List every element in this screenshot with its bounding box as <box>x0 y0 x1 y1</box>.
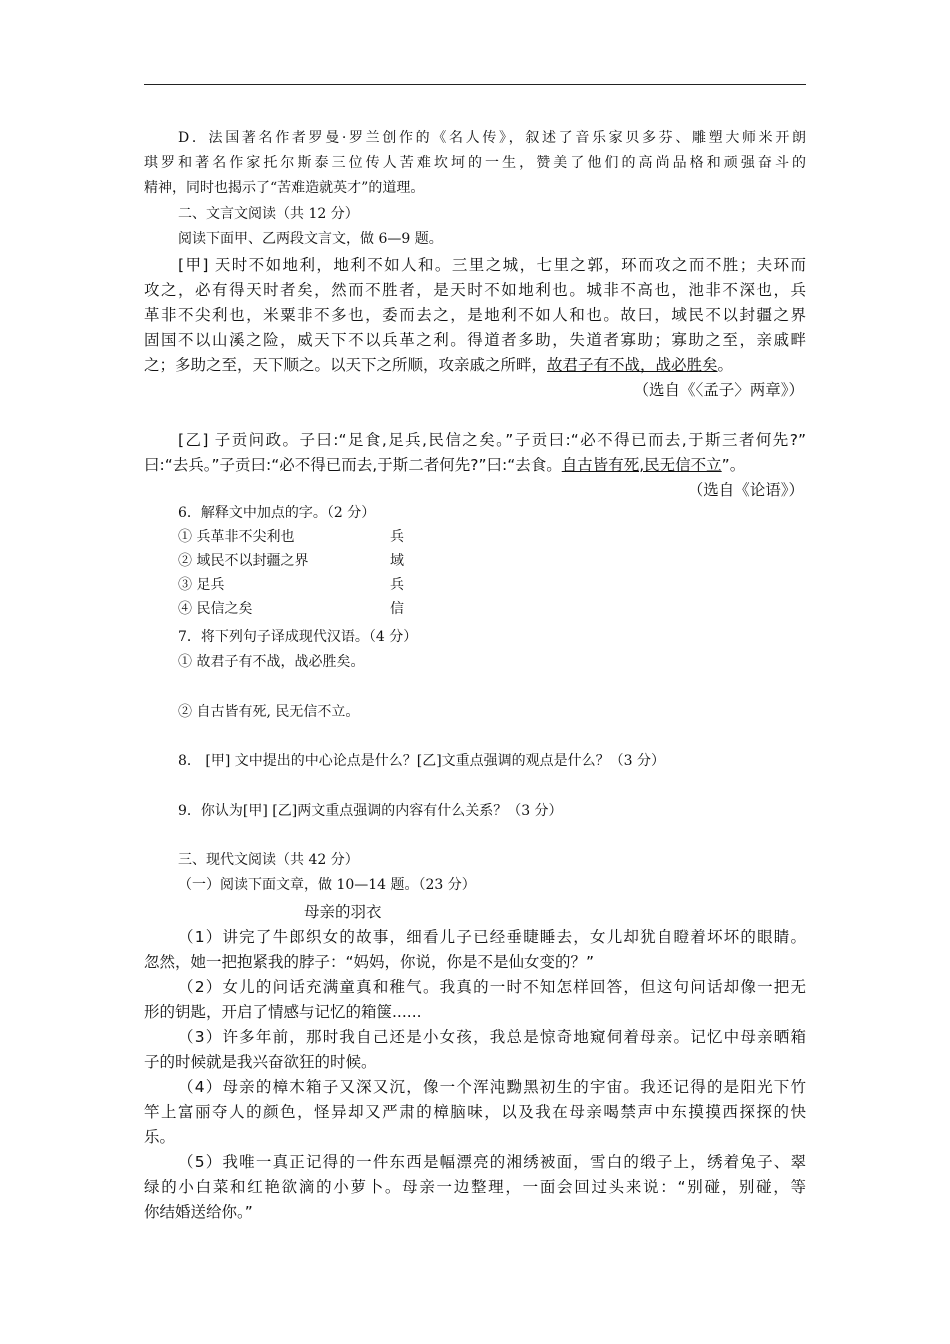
article-line-4: 形的钥匙，开启了情感与记忆的箱箧...... <box>144 1003 422 1021</box>
passage-yi-source: （选自《论语》） <box>687 481 804 499</box>
underlined-sentence-yi: 自古皆有死,民无信不立 <box>561 456 722 474</box>
passage-jia-line-5 <box>144 353 806 375</box>
option-d-line-3: 精神，同时也揭示了“苦难造就英才”的道理。 <box>144 180 425 196</box>
q6-item-3 <box>178 574 224 594</box>
passage-jia-line-4: 固国不以山溪之险，威天下不以兵革之利。得道者多助，失道者寡助；寡助之至，亲戚畔 <box>144 331 806 349</box>
q8: 8． [甲] 文中提出的中心论点是什么？[乙]文重点强调的观点是什么？（3 分） <box>178 753 666 769</box>
passage-yi-line-2 <box>144 453 806 475</box>
passage-jia-line-3: 革非不尖利也，米粟非不多也，委而去之，是地利不如人和也。故曰，域民不以封疆之界 <box>144 306 806 324</box>
q6-item-2-char: 域 <box>390 553 404 569</box>
article-line-6: 子的时候就是我兴奋欲狂的时候。 <box>144 1053 377 1071</box>
q6-item-3-char: 兵 <box>390 577 404 593</box>
article-line-12: 你结婚送给你。” <box>144 1203 253 1221</box>
option-d-line-1: D．法国著名作者罗曼·罗兰创作的《名人传》，叙述了音乐家贝多芬、雕塑大师米开朗 <box>178 130 806 146</box>
passage-jia-source: （选自《〈孟子〉两章》） <box>633 381 804 399</box>
passage-jia-line-2: 攻之，必有得天时者矣，然而不胜者，是天时不如地利也。城非不高也，池非不深也，兵 <box>144 281 806 299</box>
q7-title: 7．将下列句子译成现代汉语。（4 分） <box>178 629 418 645</box>
passage-jia-line-1: [甲] 天时不如地利，地利不如人和。三里之城，七里之郭，环而攻之而不胜；夫环而 <box>178 256 806 274</box>
section3-heading: 三、现代文阅读（共 42 分） <box>178 852 359 868</box>
article-title: 母亲的羽衣 <box>304 903 382 921</box>
article-line-10: （5）我唯一真正记得的一件东西是幅漂亮的湘绣被面，雪白的缎子上，绣着兔子、翠 <box>178 1153 806 1171</box>
article-line-1: （1）讲完了牛郎织女的故事，细看儿子已经垂睫睡去，女儿却犹自瞪着坏坏的眼睛。 <box>178 928 806 946</box>
article-line-8: 竿上富丽夺人的颜色，怪异却又严肃的樟脑味，以及我在母亲喝禁声中东摸摸西探探的快 <box>144 1103 806 1121</box>
section3-sub: （一）阅读下面文章，做 10—14 题。（23 分） <box>178 877 476 893</box>
q6-item-4-char: 信 <box>390 601 404 617</box>
article-line-3: （2）女儿的问话充满童真和稚气。我真的一时不知怎样回答，但这句问话却像一把无 <box>178 978 806 996</box>
article-line-7: （4）母亲的樟木箱子又深又沉，像一个浑沌黝黑初生的宇宙。我还记得的是阳光下竹 <box>178 1078 806 1096</box>
q6-item-2-phrase: ② 域民不以封疆之界 <box>178 553 309 569</box>
passage-yi-line-2-text: 曰:“去兵。”子贡曰:“必不得已而去,于斯二者何先?”曰:“去食。 <box>144 456 562 474</box>
q6-item-1 <box>178 526 294 546</box>
passage-jia-line-5-text: 之；多助之至，天下顺之。以天下之所顺，攻亲戚之所畔， <box>144 356 548 374</box>
passage-yi-line-2-end: ”。 <box>721 456 746 474</box>
q6-item-1-phrase: ① 兵革非不尖利也 <box>178 529 295 545</box>
q9: 9．你认为[甲] [乙]两文重点强调的内容有什么关系？（3 分） <box>178 803 563 819</box>
passage-jia-line-5-end: 。 <box>717 356 734 374</box>
section2-instruction: 阅读下面甲、乙两段文言文，做 6—9 题。 <box>178 231 443 247</box>
q6-item-2 <box>178 550 308 570</box>
option-d-line-2: 琪罗和著名作家托尔斯泰三位传人苦难坎坷的一生，赞美了他们的高尚品格和顽强奋斗的 <box>144 155 806 171</box>
passage-yi-line-1: [乙] 子贡问政。子曰:“足食,足兵,民信之矣。”子贡曰:“必不得已而去,于斯三者何先?” <box>178 431 806 449</box>
underlined-sentence-jia: 故君子有不战，战必胜矣 <box>547 356 718 374</box>
q7-item-2: ② 自古皆有死, 民无信不立。 <box>178 704 360 720</box>
article-line-11: 绿的小白菜和红艳欲滴的小萝卜。母亲一边整理，一面会回过头来说：“别碰，别碰，等 <box>144 1178 806 1196</box>
header-rule <box>144 84 806 85</box>
q6-title: 6．解释文中加点的字。（2 分） <box>178 505 376 521</box>
q6-item-1-char: 兵 <box>390 529 404 545</box>
q6-item-4-phrase: ④ 民信之矣 <box>178 601 253 617</box>
q7-item-1: ① 故君子有不战，战必胜矣。 <box>178 654 365 670</box>
q6-item-3-phrase: ③ 足兵 <box>178 577 225 593</box>
article-line-5: （3）许多年前，那时我自己还是小女孩，我总是惊奇地窥伺着母亲。记忆中母亲晒箱 <box>178 1028 806 1046</box>
q6-item-4 <box>178 598 252 618</box>
section2-heading: 二、文言文阅读（共 12 分） <box>178 206 359 222</box>
article-line-9: 乐。 <box>144 1128 176 1146</box>
article-line-2: 忽然，她一把抱紧我的脖子：“妈妈，你说，你是不是仙女变的？” <box>144 953 595 971</box>
